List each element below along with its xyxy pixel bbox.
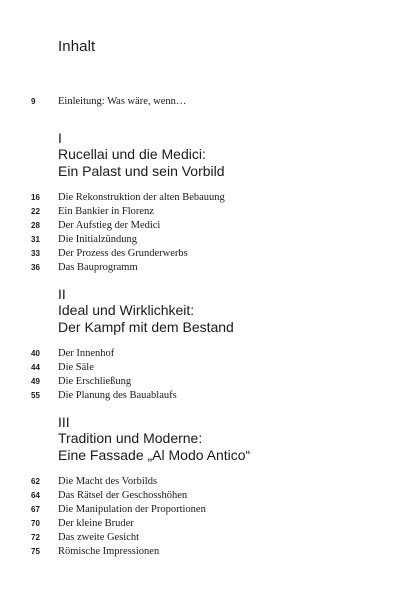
toc-entry[interactable] bbox=[31, 490, 371, 504]
toc-entry[interactable] bbox=[31, 376, 371, 390]
toc-entry[interactable] bbox=[31, 518, 371, 532]
toc-entry-label: Die Erschließung bbox=[58, 376, 132, 387]
section-heading-line: Ideal und Wirklichkeit: bbox=[58, 302, 195, 318]
toc-entry[interactable] bbox=[31, 532, 371, 546]
toc-intro-entry[interactable] bbox=[31, 96, 371, 110]
section-heading-line: Tradition und Moderne: bbox=[58, 430, 203, 446]
toc-section-1 bbox=[31, 130, 371, 276]
toc-entry[interactable] bbox=[31, 96, 371, 110]
toc-section-3 bbox=[31, 414, 371, 560]
toc-entry[interactable] bbox=[31, 192, 371, 206]
section-numeral: I bbox=[58, 130, 62, 146]
toc-entry-label: Die Säle bbox=[58, 362, 94, 373]
toc-page-number: 70 bbox=[31, 519, 40, 528]
toc-page-number: 75 bbox=[31, 547, 40, 556]
toc-entry-label: Das Bauprogramm bbox=[58, 262, 138, 273]
toc-page-number: 16 bbox=[31, 193, 40, 202]
toc-entry-label: Der kleine Bruder bbox=[58, 518, 134, 529]
toc-page-number: 72 bbox=[31, 533, 40, 542]
toc-page-number: 31 bbox=[31, 235, 40, 244]
toc-entry-label: Der Prozess des Grunderwerbs bbox=[58, 248, 188, 259]
toc-entry-label: Das zweite Gesicht bbox=[58, 532, 140, 543]
toc-page-number: 49 bbox=[31, 377, 40, 386]
toc-page-number: 62 bbox=[31, 477, 40, 486]
toc-entry-label: Das Rätsel der Geschosshöhen bbox=[58, 490, 188, 501]
toc-entry-label: Der Aufstieg der Medici bbox=[58, 220, 161, 231]
section-heading bbox=[58, 146, 371, 180]
toc-page-number: 44 bbox=[31, 363, 40, 372]
toc-page-number: 22 bbox=[31, 207, 40, 216]
toc-page-number: 9 bbox=[31, 97, 36, 106]
toc-page-number: 33 bbox=[31, 249, 40, 258]
toc-entry[interactable] bbox=[31, 362, 371, 376]
section-numeral: III bbox=[58, 414, 70, 430]
toc-entry-list bbox=[31, 476, 371, 560]
toc-entry[interactable] bbox=[31, 220, 371, 234]
toc-entry[interactable] bbox=[31, 546, 371, 560]
toc-entry-label: Die Initialzündung bbox=[58, 234, 138, 245]
toc-entry-label: Ein Bankier in Florenz bbox=[58, 206, 154, 217]
toc-entry-label: Römische Impressionen bbox=[58, 546, 160, 557]
toc-entry-label: Die Macht des Vorbilds bbox=[58, 476, 158, 487]
toc-entry-label: Der Innenhof bbox=[58, 348, 115, 359]
toc-section-2 bbox=[31, 286, 371, 404]
toc-page-number: 36 bbox=[31, 263, 40, 272]
toc-page-number: 28 bbox=[31, 221, 40, 230]
toc-page-number: 64 bbox=[31, 491, 40, 500]
toc-page-number: 55 bbox=[31, 391, 40, 400]
toc-entry[interactable] bbox=[31, 348, 371, 362]
section-heading-line: Ein Palast und sein Vorbild bbox=[58, 163, 225, 179]
toc-entry[interactable] bbox=[31, 206, 371, 220]
toc-entry[interactable] bbox=[31, 248, 371, 262]
page-title: Inhalt bbox=[58, 38, 96, 55]
toc-page-number: 67 bbox=[31, 505, 40, 514]
toc-entry-label: Einleitung: Was wäre, wenn… bbox=[58, 96, 187, 107]
toc-entry-label: Die Manipulation der Proportionen bbox=[58, 504, 206, 515]
toc-entry-list bbox=[31, 348, 371, 404]
section-heading-line: Der Kampf mit dem Bestand bbox=[58, 319, 234, 335]
section-heading-line: Rucellai und die Medici: bbox=[58, 146, 206, 162]
toc-entry[interactable] bbox=[31, 234, 371, 248]
toc-entry-label: Die Planung des Bauablaufs bbox=[58, 390, 177, 401]
toc-entry[interactable] bbox=[31, 504, 371, 518]
toc-entry[interactable] bbox=[31, 262, 371, 276]
section-heading-line: Eine Fassade „Al Modo Antico“ bbox=[58, 447, 251, 463]
section-heading bbox=[58, 430, 371, 464]
section-numeral: II bbox=[58, 286, 66, 302]
toc-entry-label: Die Rekonstruktion der alten Bebauung bbox=[58, 192, 225, 203]
toc-entry[interactable] bbox=[31, 390, 371, 404]
section-heading bbox=[58, 302, 371, 336]
toc-entry[interactable] bbox=[31, 476, 371, 490]
toc-page-number: 40 bbox=[31, 349, 40, 358]
toc-entry-list bbox=[31, 192, 371, 276]
